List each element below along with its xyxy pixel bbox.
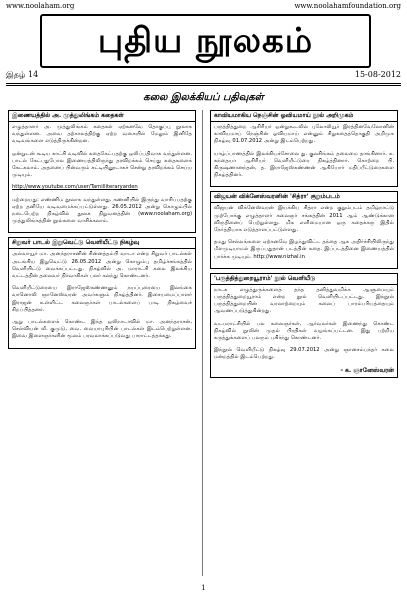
issue-number: இதழ் 14 — [6, 70, 39, 79]
header-rule — [6, 83, 401, 84]
article-heading: சிறுவர் பாடல் இறுவெட்டு வெளியீட்டு நிகழ்வு — [9, 238, 195, 249]
article-paragraph: வடமராட்சியில் பல கலைஞர்கள், ஆர்வலர்கள் இணைந்து கொண்ட நிகழ்வில் நூலின் முதல் பிரதிகள் வழங்கப்பட்டன. இது பற்றிய கருத்துக்களைப் பலரும் பகிர்ந்து கொண்டனர். — [214, 320, 394, 342]
url-left[interactable]: www.noolaham.org — [6, 2, 75, 10]
masthead — [40, 14, 371, 68]
article — [210, 191, 398, 268]
author-signature: - க. ஞானேஸ்வரன் — [340, 366, 394, 374]
right-column — [210, 110, 398, 382]
url-right[interactable]: www.noolahamfoundation.org — [294, 2, 401, 10]
article-paragraph: விஜயன் விக்னேஸ்வரன் இயக்கிய சித்ரா என்ற குறும்படம் தமிழ்நாட்டு முற்போக்கு எழுத்தாளர் கலைஞர் சங்கத்தின் 2011 ஆம் ஆண்டுக்கான விருதினைப் பெற்றுள்ளது. மிக எளிமையான ஒரு கதைக்கரு இதில் நேர்த்தியாக எடுத்தாளப்பட்டுள்ளது. — [214, 205, 394, 234]
article — [210, 110, 398, 187]
article-paragraph: வெளியீட்டுரையை இராஜேஸ்கண்ணனும் நயப்புரையை இலங்கை வானொலி ஞானேஸ்வரன் அவர்களும் நிகழ்த்தினர். இசையமைப்பாளர் இராஜன் உள்ளிட்ட கலைஞர்கள் பாடல்களைப் பாடி நிகழ்வைச் சிறப்பித்தனர். — [12, 285, 192, 313]
article-paragraph: அல்வாயூர் மா. அனந்தராசனின் சின்னத்தம்பி வாடா என்ற சிறுவர் பாடல்கள் அடங்கிய இறுவெட்டு 26.05.2012 அன்று கொழும்பு தமிழ்ச்சங்கத்தில் வெளியிட்டு வைக்கப்பட்டது. நிகழ்வில் அ. மாராட்சி கலை இலக்கிய வட்டத்தின் தலைவர் நிர்வாகிகள் பலர் கலந்து கொண்டனர். — [12, 251, 192, 280]
section-title: கலை இலக்கியப் பதிவுகள் — [143, 92, 264, 103]
article-paragraph: எழுத்தாளர் அ. முத்துலிங்கம் கதைகள் ஏற்கனவே தொகுப்பு நூலாக வந்துள்ளன. அவை தற்காலத்திற்கு ஏற்ற வகையில் மேலும் இனிதே வடிவங்களை எடுத்திருக்கின்றன. — [12, 124, 192, 145]
article-paragraph: இந்நூல் வெளியீட்டு நிகழ்வு 29.07.2012 அன்று ஞானசம்பந்தர் கலை மன்றத்தில் இடம்பெற்றது. — [214, 347, 394, 361]
article-paragraph: மற்றையது: எண்ணிம நூலாக வந்துள்ளது. கணனியில் இருந்து வாசிப்பதற்கு ஏற்ற தனியே வடிவமைக்கப்பட்டுள்ளது. 26.05.2012 அன்று கொழும்பில் நடைபெற்ற நிகழ்வில் நூலக நிறுவனத்தின் (www.noolaham.org) முத்துலிங்கத்தின் நூல்களை வாசிக்கலாம். — [12, 196, 192, 225]
article — [210, 273, 398, 378]
issue-date: 15-08-2012 — [354, 70, 401, 79]
newsletter-title: புதிய நூலகம் — [97, 21, 314, 61]
youtube-link[interactable]: http://www.youtube.com/user/Tamilliteraryarden — [12, 184, 138, 191]
column-divider — [202, 110, 203, 576]
header-rule-double — [6, 85, 401, 86]
article-paragraph: பருத்தித்துறை ஆசிரியர் ஒன்றுகூடலில் புலோலியூர் இரத்தினவேலோனின் காவியமாய் நெஞ்சின் ஓவியமாய் என்னும் சிறுகதைத்தொகுதி அறிமுக நிகழ்வு 01.07.2012 அன்று இடம்பெற்றது. — [214, 124, 394, 145]
article — [8, 110, 196, 233]
article-heading: காவியமாகிய நெஞ்சின் ஓவியமாய் நூல் அறிமுகம் — [211, 111, 397, 122]
article-paragraph: தமது செல்லங்களை ஏற்கனவே இழந்துவிட்ட தந்தை ஆக அதிர்ச்சியிலிருந்து மீளமுடியாமல் இருப்பதுதான் படத்தின் கதை. இப்படத்தினை இணையத்தில் பார்க்க முடியும். http://www.nizhal.in — [214, 239, 394, 260]
article-heading: இணையத்தில் அ. முத்துலிங்கம் கதைகள் — [9, 111, 195, 122]
article-heading: 'பருத்தித்துறையூராம்' நூல் வெளியீடு — [211, 274, 397, 285]
article-paragraph: நாடக எழுத்துருக்களைத் தந்த தனித்துவமிக்க ஆளுமையும் பருத்தித்துறையூராம் என்ற நூல் வெளியிடப்பட்டது. இந்நூல் பருத்தித்துறையின் வரலாற்றையும் கலைப் பாரம்பரியத்தையும் ஆவணப்படுத்துகின்றது. — [214, 286, 394, 315]
article-heading: விஜயன் விக்னேஸ்வரனின் 'சித்ரா' குறும்படம் — [211, 192, 397, 203]
article-paragraph: ஒன்றுடன் கூடிய காட்சி வடிவில் கதைகேட்பதற்கு ஒலிப்பதிவாக வந்துள்ளன. பாடல் கேட்பதுபோல இணையத்திலிருந்து தரவிறக்கம் செய்து கதைகளைக் கேட்கலாம். அதனைப் பின்வரும் சுட்டியினூடாகச் சென்று தரவிறக்கம் செய்ய முடியும். — [12, 150, 192, 179]
header-urls — [6, 2, 401, 12]
article-paragraph: ஆறு பாடல்களைக் கொண்ட இந்த ஒலிநாடாவில் மா. அனந்தராசன், செல்வியன் வீ. குமுடு, வை. வையாபுரியின் பாடல்கள் இடம்பெற்றுள்ளன. இவை இளைஞர்களின் மூலம் பரவலாக்கப்படுவது பாராட்டத்தக்கது. — [12, 319, 192, 340]
left-column — [8, 110, 196, 353]
issue-row — [6, 70, 401, 82]
article — [8, 237, 196, 348]
page-number: 1 — [201, 584, 206, 592]
article-paragraph: யாழ்ப்பாணத்தில் இலக்கியச்சோலை து. குலசிங்கம் தலைமை தாங்கினார். சு. கந்தையா ஆசிரியர் வெளியீட்டுரை நிகழ்த்தினார். கொற்றை பி. கிருஷ்ணானந்தன், த. இராஜேஸ்கண்ணன் ஆகியோர் மதிப்பீட்டுரைகளை நிகழ்த்தினர். — [214, 150, 394, 179]
